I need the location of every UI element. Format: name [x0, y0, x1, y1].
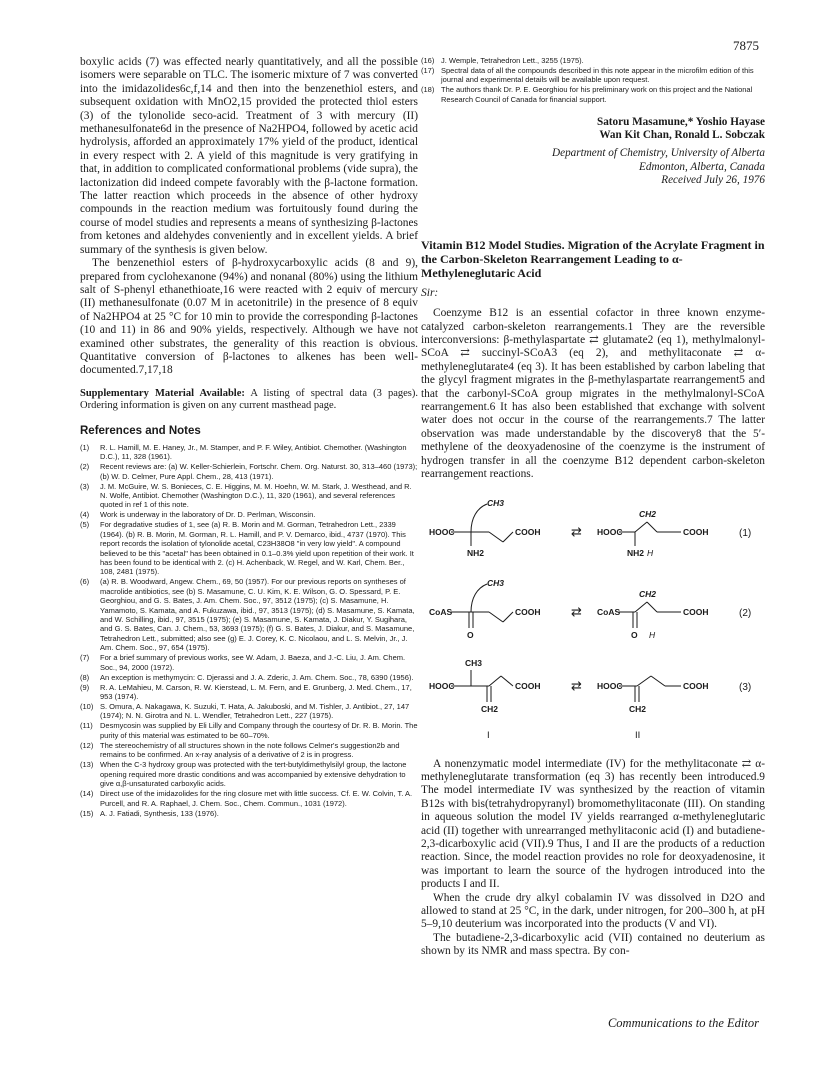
reference-item: (14) Direct use of the imidazolides for the ring closure met with little success. Cf. E. W. Colvin, T. A. Purcell, and R. A. Raphael, J. Chem. Soc., Chem. Commun., 1031 (1972).: [80, 789, 413, 808]
hydrogen-label: H: [647, 547, 654, 558]
authors: [421, 116, 765, 142]
substituent-label: CH2: [481, 703, 499, 714]
substituent-label: CoAS: [429, 606, 453, 617]
bond-line: [503, 612, 513, 622]
reference-item: (5) For degradative studies of 1, see (a) R. B. Morin and M. Gorman, Tetrahedron Lett., 2339 (1964). (b) R. B. Morin, M. Gorman, R. L. Hamill, and P. V. Demarco, ibid., 4737 (1970). This report records the isolation of tylonolide acetal, C23H38O8 "in very low yield". A compound believed to be this "acetal" has been obtained in 0.1–0.3% yield upon repetition of their work. It has been found to be identical with 2. (c) H. Achenback, W. Regel, and W. Karl, Chem. Ber., 108, 2481 (1975).: [80, 520, 414, 577]
equation-number: (3): [739, 681, 752, 693]
compound-label: II: [635, 729, 641, 741]
substituent-label: CH2: [629, 703, 647, 714]
communication-title: Vitamin B12 Model Studies. Migration of the Acrylate Fragment in the Carbon-Skeleton Rearrangement Leading to α-Methyleneglutaric Acid: [421, 238, 765, 280]
equilibrium-arrow: ⇄: [571, 677, 582, 693]
body-paragraph: Coenzyme B12 is an essential cofactor in three known enzyme-catalyzed carbon-skeleton rearrangements.1 They are the reversible interconversions: β-methylaspartate ⇄ glutamate2 (eq 1), methylmalonyl-SCoA ⇄ succinyl-SCoA3 (eq 2), and methylitaconate ⇄ α-methyleneglutarate4 (eq 3). It has been established by carbon labeling that the glycyl fragment migrates in the β-methylaspartate rearrangement5 and that the carbonyl-SCoA group migrates in the methylmalonyl-SCoA rearrangement.6 It has also been established that exchange with solvent water does not occur in the course of the rearrangements.7 The latter observation was made understandable by the discovery8 that the 5′-methylene of the deoxyadenosine of the coenzyme is the instrument of hydrogen transfer in all the coenzyme B12 dependent carbon-skeleton rearrangement reactions.: [421, 307, 765, 481]
right-column: [421, 56, 765, 959]
supplementary-label: Supplementary Material Available:: [80, 387, 245, 399]
bond-line: [651, 676, 665, 686]
bond-line: [647, 522, 657, 532]
body-paragraph: When the crude dry alkyl cobalamin IV was dissolved in D2O and allowed to stand at 25 °C, in the dark, under nitrogen, for 200–300 h, at pH 5–9,10 deuterium was incorporated into the products (V and VI).: [421, 891, 765, 931]
body-paragraph: boxylic acids (7) was effected nearly quantitatively, and all the possible isomers were separable on TLC. The isomeric mixture of 7 was converted into the imidazolides6c,f,14 and then into the benzenethiol esters, and subsequent oxidation with MnO2,15 provided the protected thiol esters (3) of the tylonolide seco-acid. Treatment of 3 with mercury (II) methanesulfonate6d in the presence of Na2HPO4, followed by acetic acid hydrolysis, afforded an approximately 17% yield of the product, identical in every respect with 2. A yield of this magnitude is very gratifying in that, in addition to complicated conformational problems (vide supra), the lactonization did indeed compete favorably with the β-lactone formation. The latter reaction which proceeds in the absence of other hydroxy compounds in the reaction medium was fortuitously found during the course of model studies and represents a means of synthesizing β-lactones from ketones and aldehydes conveniently and in excellent yields. A brief summary of the synthesis is given below.: [80, 56, 418, 256]
bond-line: [503, 532, 513, 542]
equation-number: (2): [739, 607, 752, 619]
reference-item: (8) An exception is methymycin: C. Djerassi and J. A. Zderic, J. Am. Chem. Soc., 78, 6390 (1956).: [80, 672, 414, 682]
reference-item: (13) When the C-3 hydroxy group was protected with the tert-butyldimethylsilyl group, the lactone opening required more drastic conditions and was accompanied by extensive dehydration to give α,β-unsaturated carboxylic acids.: [80, 760, 407, 789]
equation-3: [429, 658, 751, 741]
reference-item: (7) For a brief summary of previous works, see W. Adam, J. Baeza, and J.-C. Liu, J. Am. Chem. Soc., 94, 2000 (1972).: [80, 653, 406, 672]
substituent-label: COOH: [515, 606, 541, 617]
substituent-label: COOH: [683, 680, 709, 691]
body-paragraph: A nonenzymatic model intermediate (IV) for the methylitaconate ⇄ α-methyleneglutarate transformation (eq 3) has recently been introduced.9 The model intermediate IV was synthesized by the reaction of vitamin B12s with bis(tetrahydropyranyl) bromomethylitaconate (III). On standing in aqueous solution the model IV yields rearranged α-methyleneglutaric acid (II) together with unrearranged methylitaconic acid (I) and butadiene-2,3-dicarboxylic acid (VII).9 Thus, I and II are the products of a reduction reaction. Since, the model reaction provides no role for deoxyadenosine, it was important to learn the source of the hydrogen introduced into the products I and II.: [421, 757, 765, 891]
affiliation-city: Edmonton, Alberta, Canada: [639, 160, 765, 173]
references-list-continued: [421, 56, 765, 104]
substituent-label: CH3: [465, 657, 483, 668]
reference-item: (12) The stereochemistry of all structures shown in the note follows Celmer's suggestion2b and remains to be confirmed. An x-ray analysis of a derivative of 2 is in progress.: [80, 740, 400, 760]
affiliation-department: Department of Chemistry, University of Alberta: [552, 147, 765, 160]
references-list: [80, 443, 418, 818]
bond-line: [635, 602, 647, 612]
substituent-label: COOH: [515, 526, 541, 537]
reference-item: (17) Spectral data of all the compounds described in this note appear in the microfilm edition of this journal and experimental details will be available upon request.: [421, 66, 754, 85]
reference-item: (15) A. J. Fatiadi, Synthesis, 133 (1976).: [80, 808, 219, 818]
authors-line: Satoru Masamune,* Yoshio Hayase: [596, 116, 765, 129]
substituent-label: O: [631, 629, 638, 640]
migration-arrow: [471, 504, 487, 532]
substituent-label: HOOC: [429, 680, 455, 691]
affiliation: [421, 147, 765, 187]
substituent-label: O: [467, 629, 474, 640]
reference-item: (18) The authors thank Dr. P. E. Georghiou for his preliminary work on this project and the National Research Council of Canada for financial support.: [421, 85, 753, 104]
bond-line: [501, 676, 513, 686]
substituent-label: NH2: [467, 547, 485, 558]
bond-line: [635, 522, 647, 532]
migration-arrow: [471, 584, 487, 612]
hydrogen-label: H: [649, 629, 656, 640]
left-column: [80, 56, 418, 819]
equation-number: (1): [739, 527, 752, 539]
reference-item: (10) S. Omura, A. Nakagawa, K. Suzuki, T. Hata, A. Jakuboski, and M. Tishler, J. Antibiot., 27, 147 (1974); N. N. Girotra and N. L. Wendler, Tetrahedron Lett., 227 (1975).: [80, 702, 410, 721]
equation-2: [429, 578, 751, 640]
bond-line: [489, 532, 503, 542]
reference-item: (11) Desmycosin was supplied by Eli Lilly and Company through the courtesy of Dr. R. B. Morin. The purity of this material was estimated to be 60–70%.: [80, 721, 418, 740]
equation-1: [429, 498, 751, 558]
substituent-label: HOOC: [429, 526, 455, 537]
salutation: Sir:: [421, 287, 439, 300]
reference-item: (16) J. Wemple, Tetrahedron Lett., 3255 (1975).: [421, 56, 584, 65]
substituent-label: CoAS: [597, 606, 621, 617]
migrating-group-label: CH3: [487, 577, 505, 588]
substituent-label: COOH: [683, 526, 709, 537]
substituent-label: COOH: [515, 680, 541, 691]
page-number: 7875: [733, 38, 759, 53]
reference-item: (4) Work is underway in the laboratory of Dr. D. Perlman, Wisconsin.: [80, 510, 316, 520]
bond-line: [647, 602, 657, 612]
received-date: Received July 26, 1976: [661, 174, 765, 187]
body-paragraph: The benzenethiol esters of β-hydroxycarboxylic acids (8 and 9), prepared from cyclohexanone (94%) and nonanal (80%) using the lithium salt of S-phenyl ethanethioate,16 were reacted with 2 equiv of mercury (II) methanesulfonate (0.07 M in acetonitrile) in the presence of 8 equiv of Na2HPO4 at 25 °C for 10 min to provide the corresponding β-lactones (10 and 11) in 86 and 90% yields, respectively. Although we have not examined other substrates, the generality of this reaction is obvious. Quantitative conversion of β-lactones to alkenes has been well-documented.7,17,18: [80, 257, 418, 377]
reaction-scheme: [421, 490, 765, 748]
migrating-group-label: CH3: [487, 497, 505, 508]
supplementary-text: A listing of spectral data (3 pages). Ordering information is given on any current masthead page.: [80, 387, 419, 412]
authors-line: Wan Kit Chan, Ronald L. Sobczak: [599, 129, 765, 142]
substituent-label: CH2: [639, 508, 657, 519]
substituent-label: HOOC: [597, 680, 623, 691]
reference-item: (2) Recent reviews are: (a) W. Keller-Schierlein, Fortschr. Chem. Org. Naturst. 30, 313–460 (1973); (b) W. D. Celmer, Pure Appl. Chem., 28, 413 (1971).: [80, 462, 418, 481]
equilibrium-arrow: ⇄: [571, 603, 582, 619]
reference-item: (3) J. M. McGuire, W. S. Bonieces, C. E. Higgins, M. M. Hoehn, W. M. Stark, J. Westhead, and R. N. Wolfe, Antibiot. Chemother (Washington D.C.), 11, 320 (1961), and several references quoted in ref 1 of this note.: [80, 481, 412, 510]
reference-item: (1) R. L. Hamill, M. E. Haney, Jr., M. Stamper, and P. F. Wiley, Antibiot. Chemother. (Washington D.C.), 11, 328 (1961).: [80, 442, 407, 462]
substituent-label: NH2: [627, 547, 645, 558]
journal-section-footer: Communications to the Editor: [607, 1016, 759, 1030]
supplementary-material: [80, 388, 418, 413]
references-heading: References and Notes: [80, 424, 201, 437]
equilibrium-arrow: ⇄: [571, 523, 582, 539]
substituent-label: CH2: [639, 588, 657, 599]
reference-item: (6) (a) R. B. Woodward, Angew. Chem., 69, 50 (1957). For our previous reports on syntheses of macrolide antibiotics, see (b) S. Masamune, C. U. Kim, K. E. Wilson, G. O. Spessard, P. E. Georghiou, and G. S. Bates, J. Am. Chem. Soc., 97, 3512 (1975); (c) S. Masamune, H. Yamamoto, S. Kamata, and A. Fukuzawa, ibid., 97, 3513 (1975); (d) S. Masamune, S. Kamata, and W. Schilling, ibid., 97, 3515 (1975); (e) S. Masamune, S. Kamata, J. Diakur, Y. Sugihara, and G. S. Bates, Can. J. Chem., 53, 3693 (1975); (f) G. S. Bates, J. Diakur, and S. Masamune, Tetrahedron Lett., submitted; also see (g) E. J. Corey, K. C. Nicolaou, and L. S. Melvin, Jr., J. Am. Chem. Soc., 97, 654 (1975).: [80, 577, 415, 653]
bond-line: [637, 676, 651, 686]
bond-line: [489, 676, 501, 686]
body-paragraph: The butadiene-2,3-dicarboxylic acid (VII) contained no deuterium as shown by its NMR and mass spectra. By con-: [421, 931, 765, 958]
reference-item: (9) R. A. LeMahieu, M. Carson, R. W. Kierstead, L. M. Fern, and E. Grunberg, J. Med. Chem., 17, 953 (1974).: [80, 682, 412, 702]
substituent-label: HOOC: [597, 526, 623, 537]
bond-line: [489, 612, 503, 622]
substituent-label: COOH: [683, 606, 709, 617]
compound-label: I: [487, 729, 490, 741]
